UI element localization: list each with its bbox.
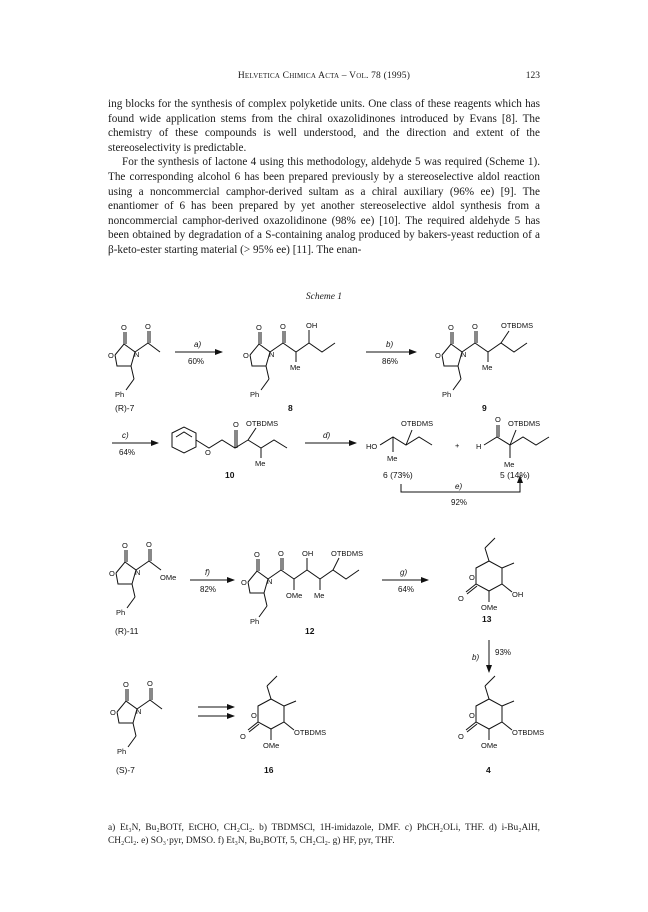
atom-o: O [448, 323, 454, 332]
arrow-f-yield: 82% [200, 585, 217, 594]
compound-R7-structure [115, 331, 160, 390]
arrow-b2-yield: 93% [495, 648, 512, 657]
arrow-b2-label: b) [472, 653, 480, 662]
atom-h: H [476, 442, 482, 451]
atom-ph: Ph [115, 390, 125, 399]
atom-me: Me [482, 363, 493, 372]
compound-6-structure [380, 430, 432, 452]
atom-o: O [233, 420, 239, 429]
compound-10-structure [172, 427, 287, 458]
atom-ho: HO [366, 442, 378, 451]
atom-otbdms: OTBDMS [331, 549, 364, 558]
atom-oh: OH [306, 321, 318, 330]
atom-o: O [205, 448, 211, 457]
arrow-f-label: f) [205, 568, 210, 577]
atom-o: O [251, 711, 257, 720]
compound-4-structure [466, 676, 514, 740]
atom-o: O [240, 732, 246, 741]
atom-o: O [458, 732, 464, 741]
atom-o: O [121, 323, 127, 332]
atom-oh: OH [512, 590, 524, 599]
atom-me: Me [387, 454, 398, 463]
atom-o: O [256, 323, 262, 332]
atom-o: O [469, 573, 475, 582]
arrow-d-label: d) [323, 431, 331, 440]
atom-n: N [134, 350, 140, 359]
atom-otbdms: OTBDMS [401, 419, 434, 428]
atom-o: O [254, 550, 260, 559]
atom-otbdms: OTBDMS [294, 728, 327, 737]
atom-otbdms: OTBDMS [246, 419, 279, 428]
atom-me: Me [314, 591, 325, 600]
arrow-g-yield: 64% [398, 585, 415, 594]
atom-o: O [146, 540, 152, 549]
page-number: 123 [525, 71, 540, 81]
atom-ph: Ph [116, 608, 126, 617]
compound-label-R11: (R)-11 [115, 626, 139, 636]
scheme-title: Scheme 1 [305, 292, 343, 302]
atom-o: O [458, 594, 464, 603]
atom-n: N [136, 707, 142, 716]
atom-ph: Ph [250, 617, 260, 626]
compound-label-12: 12 [305, 626, 315, 636]
journal-title: Helvetica Chimica Acta – Vol. 78 (1995) [237, 71, 411, 81]
atom-o: O [241, 578, 247, 587]
atom-ome: OMe [481, 741, 498, 750]
atom-otbdms: OTBDMS [508, 419, 541, 428]
compound-label-4: 4 [486, 765, 491, 775]
paragraph-1: ing blocks for the synthesis of complex polyketide units. One class of these reagents which has found wide application stems from the chiral oxazolidinones introduced by Evans [8]. The chemistry of these compounds is well understood, and the direction and extent of the stereoselectivity is predictable. [108, 98, 540, 154]
compound-label-8: 8 [288, 403, 293, 413]
atom-n: N [461, 350, 467, 359]
compound-5-structure [484, 425, 549, 458]
compound-label-6: 6 (73%) [383, 470, 413, 480]
arrow-e-label: e) [455, 482, 463, 491]
atom-o: O [109, 569, 115, 578]
atom-ph: Ph [250, 390, 260, 399]
compound-16-structure [248, 676, 296, 740]
atom-ome: OMe [286, 591, 303, 600]
plus-sign: + [455, 441, 460, 450]
atom-oh: OH [302, 549, 314, 558]
compound-R11-structure [116, 549, 161, 608]
atom-n: N [269, 350, 275, 359]
compound-label-16: 16 [264, 765, 274, 775]
arrow-g-label: g) [400, 568, 408, 577]
arrow-b1-label: b) [386, 340, 394, 349]
atom-o: O [110, 708, 116, 717]
compound-label-10: 10 [225, 470, 235, 480]
compound-label-13: 13 [482, 614, 492, 624]
atom-o: O [122, 541, 128, 550]
atom-ome: OMe [481, 603, 498, 612]
atom-o: O [495, 415, 501, 424]
atom-o: O [147, 679, 153, 688]
atom-me: Me [255, 459, 266, 468]
atom-otbdms: OTBDMS [501, 321, 534, 330]
atom-ph: Ph [442, 390, 452, 399]
body-text [108, 97, 540, 258]
arrow-a-label: a) [194, 340, 202, 349]
atom-o: O [472, 322, 478, 331]
atom-o: O [280, 322, 286, 331]
atom-o: O [278, 549, 284, 558]
arrow-a-yield: 60% [188, 357, 205, 366]
atom-o: O [435, 351, 441, 360]
compound-9-structure [442, 331, 527, 390]
atom-o: O [145, 322, 151, 331]
compound-13-structure [466, 538, 514, 602]
reaction-scheme [0, 300, 648, 820]
running-header [108, 71, 540, 85]
atom-ome: OMe [160, 573, 177, 582]
atom-o: O [108, 351, 114, 360]
arrow-c-label: c) [122, 431, 129, 440]
atom-o: O [469, 711, 475, 720]
compound-12-structure [248, 558, 359, 617]
atom-ome: OMe [263, 741, 280, 750]
arrow-c-yield: 64% [119, 448, 136, 457]
atom-ph: Ph [117, 747, 127, 756]
atom-n: N [267, 577, 273, 586]
compound-8-structure [250, 330, 335, 390]
arrow-e-yield: 92% [451, 498, 468, 507]
compound-label-S7: (S)-7 [116, 765, 135, 775]
atom-me: Me [504, 460, 515, 469]
atom-otbdms: OTBDMS [512, 728, 545, 737]
scheme-caption: a) Et₃N, Bu₂BOTf, EtCHO, CH₂Cl₂. b) TBDMSCl, 1H-imidazole, DMF. c) PhCH₂OLi, THF. d) i-Bu₂AlH, CH₂Cl₂. e) SO₃·pyr, DMSO. f) Et₃N, Bu₂BOTf, 5, CH₂Cl₂. g) HF, pyr, THF. [108, 823, 540, 846]
atom-me: Me [290, 363, 301, 372]
atom-n: N [135, 568, 141, 577]
atom-o: O [243, 351, 249, 360]
paragraph-2: For the synthesis of lactone 4 using this methodology, aldehyde 5 was required (Scheme 1). The corresponding alcohol 6 has been prepared previously by a stereoselective aldol reaction using a noncommercial camphor-derived sultam as a chiral auxiliary (96% ee) [9]. The enantiomer of 6 has been prepared by yet another stereoselective aldol synthesis from a noncommercial camphor-derived oxazolidinone (98% ee) [10]. The required aldehyde 5 has been obtained by degradation of a S-containing analog produced by bakers-yeast reduction of a β-keto-ester starting material (> 95% ee) [11]. The enan- [108, 156, 540, 256]
compound-label-R7: (R)-7 [115, 403, 135, 413]
arrow-b1-yield: 86% [382, 357, 399, 366]
atom-o: O [123, 680, 129, 689]
compound-label-5: 5 (14%) [500, 470, 530, 480]
compound-S7-structure [117, 688, 162, 747]
compound-label-9: 9 [482, 403, 487, 413]
